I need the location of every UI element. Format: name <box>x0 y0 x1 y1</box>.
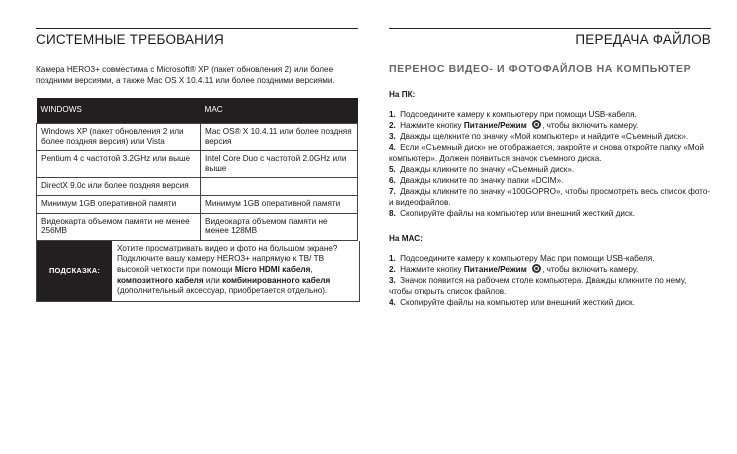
hint-text-part: (дополнительный аксессуар, приобретается отдельно). <box>117 286 328 296</box>
hint-bold-combo: комбинированного кабеля <box>222 275 331 285</box>
hint-text-part: , <box>310 264 313 274</box>
hint-text <box>112 241 359 301</box>
table-header-row <box>37 98 358 124</box>
mac-steps <box>389 253 711 308</box>
table-cell: Видеокарта объемом памяти не менее 128MB <box>201 213 358 240</box>
list-item: 7. Дважды кликните по значку «100GOPRO», чтобы просмотреть весь список фото- и видеофайлов. <box>389 187 711 207</box>
table-cell: Pentium 4 с частотой 3.2GHz или выше <box>37 151 201 178</box>
table-row <box>37 151 358 178</box>
mac-label: На МАС: <box>389 234 423 243</box>
list-item: 2. Нажмите кнопку Питание/Режим , чтобы включить камеру. <box>389 265 639 274</box>
requirements-table <box>36 98 358 241</box>
list-item: 8. Скопируйте файлы на компьютер или внешний жесткий диск. <box>389 209 635 218</box>
hint-bold-hdmi: Micro HDMI кабеля <box>234 264 311 274</box>
table-cell: Intel Core Duo с частотой 2.0GHz или выше <box>201 151 358 178</box>
section-subtitle: ПЕРЕНОС ВИДЕО- И ФОТОФАЙЛОВ НА КОМПЬЮТЕР <box>389 63 692 75</box>
table-row <box>37 124 358 151</box>
table-cell: Минимум 1GB оперативной памяти <box>37 195 201 213</box>
list-item: 5. Дважды кликните по значку «Съемный диск». <box>389 165 575 174</box>
header-rule <box>36 28 358 29</box>
left-page <box>36 0 358 302</box>
pc-steps <box>389 109 711 219</box>
hint-text-part: или <box>203 275 223 285</box>
hint-label: ПОДСКАЗКА: <box>37 241 112 301</box>
table-header-mac: MAC <box>201 98 358 124</box>
hint-bold-composite: композитного кабеля <box>117 275 204 285</box>
list-item: 4. Скопируйте файлы на компьютер или внешний жесткий диск. <box>389 298 635 307</box>
table-row <box>37 213 358 240</box>
pc-label: На ПК: <box>389 90 416 99</box>
power-mode-button-icon <box>532 120 541 129</box>
list-item: 1. Подсоедините камеру к компьютеру Mac при помощи USB-кабеля. <box>389 254 655 263</box>
intro-paragraph: Камера HERO3+ совместима с Microsoft® XP (пакет обновления 2) или более поздними версиями, а также Mac OS X 10.4.11 или более поздними версиями. <box>36 65 335 85</box>
table-cell: Видеокарта объемом памяти не менее 256MB <box>37 213 201 240</box>
right-page <box>389 0 711 308</box>
table-cell: Windows XP (пакет обновления 2 или более поздняя версия) или Vista <box>37 124 201 151</box>
table-cell: DirectX 9.0c или более поздняя версия <box>37 178 201 196</box>
page-title: СИСТЕМНЫЕ ТРЕБОВАНИЯ <box>36 32 224 47</box>
table-cell: Минимум 1GB оперативной памяти <box>201 195 358 213</box>
hint-text-part: Хотите просматривать видео и фото на большом экране? Подключите вашу камеру HERO3+ напрямую к ТВ/ ТВ высокой четкости при помощи <box>117 243 338 274</box>
list-item: 3. Значок появится на рабочем столе компьютера. Дважды кликните по нему, чтобы открыть список файлов. <box>389 276 687 296</box>
list-item: 1. Подсоедините камеру к компьютеру при помощи USB-кабеля. <box>389 110 637 119</box>
header-rule <box>389 28 711 29</box>
table-row <box>37 195 358 213</box>
table-cell <box>201 178 358 196</box>
hint-box <box>36 241 360 302</box>
page-title: ПЕРЕДАЧА ФАЙЛОВ <box>575 32 711 47</box>
table-row <box>37 178 358 196</box>
list-item: 4. Если «Съемный диск» не отображается, закройте и снова откройте папку «Мой компьютер». Должен появиться значок съемного диска. <box>389 143 704 163</box>
power-mode-button-icon <box>532 264 541 273</box>
list-item: 6. Дважды кликните по значку папки «DCIM». <box>389 176 564 185</box>
table-header-windows: WINDOWS <box>37 98 201 124</box>
list-item: 2. Нажмите кнопку Питание/Режим , чтобы включить камеру. <box>389 121 639 130</box>
table-cell: Mac OS® X 10.4.11 или более поздняя версия <box>201 124 358 151</box>
list-item: 3. Дважды щелкните по значку «Мой компьютер» и найдите «Съемный диск». <box>389 132 689 141</box>
